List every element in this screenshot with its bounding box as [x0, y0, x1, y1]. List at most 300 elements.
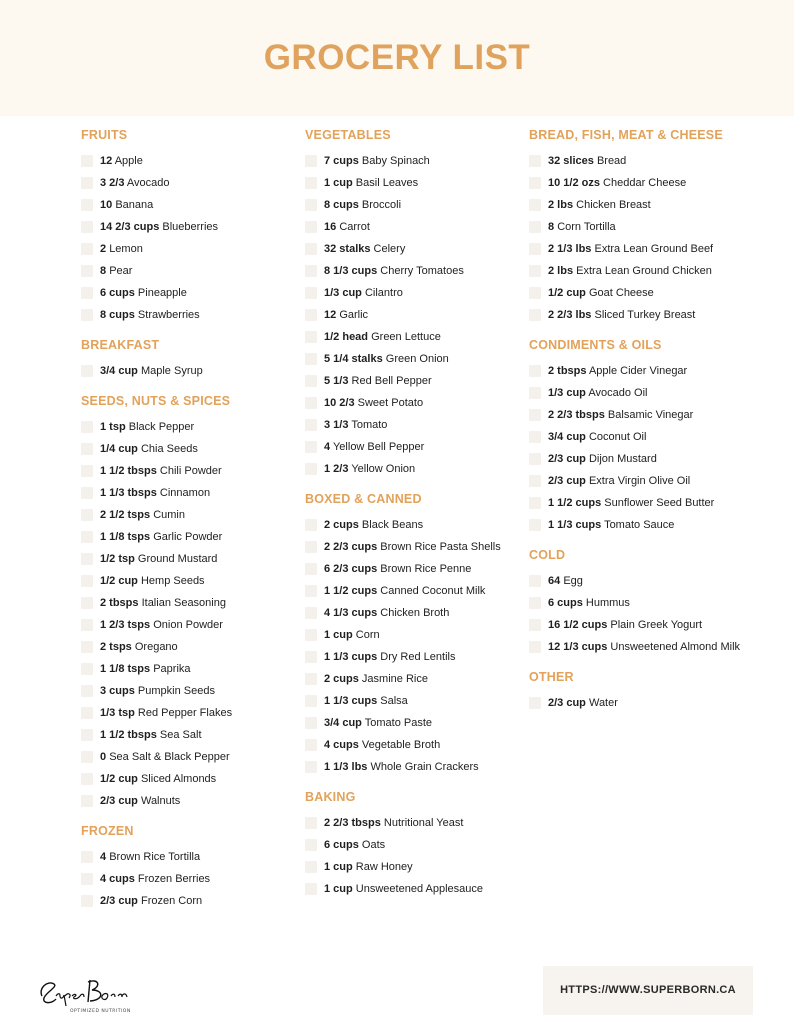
checkbox[interactable] — [305, 309, 317, 321]
checkbox[interactable] — [529, 221, 541, 233]
item-name: Pear — [109, 265, 133, 277]
item-name: Frozen Berries — [137, 873, 211, 885]
list-item — [81, 154, 296, 168]
item-quantity: 1/2 head — [324, 331, 369, 343]
item-name: Sweet Potato — [357, 397, 424, 409]
list-item — [305, 694, 520, 708]
item-name: Balsamic Vinegar — [607, 409, 694, 421]
checkbox[interactable] — [81, 597, 93, 609]
section-cold — [529, 546, 744, 654]
item-quantity: 2/3 cup — [548, 697, 586, 709]
checkbox[interactable] — [529, 365, 541, 377]
list-item — [305, 518, 520, 532]
item-name: Brown Rice Pasta Shells — [380, 541, 501, 553]
item-name: Pumpkin Seeds — [137, 685, 215, 697]
checkbox[interactable] — [305, 155, 317, 167]
section-baking — [305, 788, 520, 896]
checkbox[interactable] — [305, 817, 317, 829]
item-quantity: 1 cup — [324, 629, 353, 641]
list-item — [529, 176, 744, 190]
item-quantity: 1 1/8 tsps — [100, 531, 151, 543]
item-name: Unsweetened Almond Milk — [610, 641, 741, 653]
checkbox[interactable] — [305, 761, 317, 773]
item-quantity: 4 cups — [324, 739, 359, 751]
section-vegetables — [305, 126, 520, 476]
checkbox[interactable] — [305, 243, 317, 255]
section-title: SEEDS, NUTS & SPICES — [81, 394, 231, 408]
item-name: Strawberries — [137, 309, 200, 321]
item-quantity: 1 2/3 — [324, 463, 349, 475]
list-item — [305, 330, 520, 344]
list-item — [305, 760, 520, 774]
list-item — [305, 220, 520, 234]
section-title: OTHER — [529, 670, 574, 684]
item-quantity: 14 2/3 cups — [100, 221, 160, 233]
list-item — [305, 286, 520, 300]
section-other — [529, 668, 744, 710]
svg-text:OPTIMIZED NUTRITION: OPTIMIZED NUTRITION — [70, 1009, 131, 1014]
checkbox[interactable] — [305, 629, 317, 641]
checkbox[interactable] — [305, 563, 317, 575]
column-middle — [305, 126, 520, 910]
list-item — [529, 386, 744, 400]
checkbox[interactable] — [529, 199, 541, 211]
item-quantity: 2 tbsps — [100, 597, 139, 609]
item-quantity: 6 2/3 cups — [324, 563, 378, 575]
checkbox[interactable] — [305, 199, 317, 211]
item-quantity: 1 1/2 tbsps — [100, 465, 157, 477]
checkbox[interactable] — [81, 895, 93, 907]
list-item — [305, 352, 520, 366]
item-quantity: 2 lbs — [548, 265, 574, 277]
checkbox[interactable] — [305, 585, 317, 597]
list-item — [305, 738, 520, 752]
checkbox[interactable] — [305, 695, 317, 707]
page-title: GROCERY LIST — [263, 38, 531, 77]
checkbox[interactable] — [81, 199, 93, 211]
item-name: Vegetable Broth — [361, 739, 441, 751]
checkbox[interactable] — [81, 531, 93, 543]
item-quantity: 8 cups — [324, 199, 359, 211]
item-name: Celery — [373, 243, 406, 255]
list-item — [529, 696, 744, 710]
item-name: Goat Cheese — [588, 287, 654, 299]
list-item — [81, 242, 296, 256]
item-name: Yellow Bell Pepper — [332, 441, 425, 453]
item-name: Black Beans — [361, 519, 424, 531]
checkbox[interactable] — [81, 729, 93, 741]
item-quantity: 1 tsp — [100, 421, 126, 433]
checkbox[interactable] — [529, 387, 541, 399]
checkbox[interactable] — [529, 575, 541, 587]
item-name: Hemp Seeds — [140, 575, 205, 587]
list-item — [81, 552, 296, 566]
checkbox[interactable] — [305, 883, 317, 895]
checkbox[interactable] — [81, 795, 93, 807]
checkbox[interactable] — [81, 685, 93, 697]
checkbox[interactable] — [529, 641, 541, 653]
item-name: Sea Salt — [159, 729, 202, 741]
checkbox[interactable] — [81, 465, 93, 477]
checkbox[interactable] — [529, 431, 541, 443]
item-name: Cherry Tomatoes — [380, 265, 464, 277]
item-quantity: 8 cups — [100, 309, 135, 321]
checkbox[interactable] — [81, 155, 93, 167]
list-item — [81, 684, 296, 698]
item-name: Bread — [596, 155, 627, 167]
list-item — [81, 794, 296, 808]
item-name: Tomato — [351, 419, 388, 431]
item-quantity: 1/2 cup — [548, 287, 586, 299]
item-quantity: 7 cups — [324, 155, 359, 167]
list-item — [81, 198, 296, 212]
list-item — [305, 396, 520, 410]
item-name: Avocado Oil — [588, 387, 648, 399]
checkbox[interactable] — [529, 519, 541, 531]
item-quantity: 1/2 tsp — [100, 553, 135, 565]
list-item — [529, 474, 744, 488]
item-name: Tomato Sauce — [604, 519, 675, 531]
list-item — [81, 640, 296, 654]
checkbox[interactable] — [305, 739, 317, 751]
list-item — [81, 662, 296, 676]
item-name: Extra Virgin Olive Oil — [588, 475, 691, 487]
checkbox[interactable] — [529, 697, 541, 709]
website-url: HTTPS://WWW.SUPERBORN.CA — [543, 966, 753, 1015]
item-quantity: 3/4 cup — [100, 365, 138, 377]
item-quantity: 1/3 tsp — [100, 707, 135, 719]
list-item — [81, 286, 296, 300]
item-name: Blueberries — [162, 221, 219, 233]
item-name: Sliced Almonds — [140, 773, 217, 785]
item-quantity: 6 cups — [100, 287, 135, 299]
item-quantity: 1 1/2 cups — [324, 585, 378, 597]
list-item — [305, 882, 520, 896]
checkbox[interactable] — [529, 497, 541, 509]
list-item — [81, 364, 296, 378]
item-name: Sunflower Seed Butter — [604, 497, 715, 509]
item-quantity: 32 slices — [548, 155, 594, 167]
section-title: FROZEN — [81, 824, 134, 838]
checkbox[interactable] — [305, 331, 317, 343]
section-title: FRUITS — [81, 128, 128, 142]
item-name: Red Pepper Flakes — [137, 707, 233, 719]
item-quantity: 1 1/3 cups — [548, 519, 602, 531]
list-item — [81, 176, 296, 190]
list-item — [81, 728, 296, 742]
section-bread-fish-meat-cheese — [529, 126, 744, 322]
item-quantity: 8 1/3 cups — [324, 265, 378, 277]
checkbox[interactable] — [305, 419, 317, 431]
list-item — [81, 894, 296, 908]
item-name: Maple Syrup — [140, 365, 203, 377]
checkbox[interactable] — [305, 265, 317, 277]
checkbox[interactable] — [529, 309, 541, 321]
item-name: Extra Lean Ground Chicken — [576, 265, 712, 277]
item-quantity: 1 1/2 cups — [548, 497, 602, 509]
item-quantity: 16 1/2 cups — [548, 619, 608, 631]
checkbox[interactable] — [81, 265, 93, 277]
list-item — [81, 706, 296, 720]
checkbox[interactable] — [305, 375, 317, 387]
item-quantity: 16 — [324, 221, 337, 233]
checkbox[interactable] — [529, 409, 541, 421]
column-right — [529, 126, 744, 724]
list-item — [81, 308, 296, 322]
list-item — [81, 442, 296, 456]
item-quantity: 4 cups — [100, 873, 135, 885]
list-item — [81, 530, 296, 544]
item-quantity: 4 1/3 cups — [324, 607, 378, 619]
list-item — [305, 440, 520, 454]
checkbox[interactable] — [529, 597, 541, 609]
list-item — [305, 418, 520, 432]
list-item — [305, 264, 520, 278]
checkbox[interactable] — [81, 221, 93, 233]
list-item — [81, 486, 296, 500]
list-item — [529, 496, 744, 510]
checkbox[interactable] — [305, 353, 317, 365]
list-item — [529, 518, 744, 532]
section-title: CONDIMENTS & OILS — [529, 338, 662, 352]
list-item — [81, 772, 296, 786]
item-quantity: 0 — [100, 751, 107, 763]
item-quantity: 10 — [100, 199, 113, 211]
item-quantity: 6 cups — [548, 597, 583, 609]
checkbox[interactable] — [81, 553, 93, 565]
item-quantity: 2 2/3 lbs — [548, 309, 592, 321]
list-item — [305, 650, 520, 664]
list-item — [529, 264, 744, 278]
list-item — [81, 508, 296, 522]
list-item — [305, 584, 520, 598]
checkbox[interactable] — [81, 619, 93, 631]
item-name: Avocado — [126, 177, 170, 189]
item-name: Canned Coconut Milk — [380, 585, 486, 597]
checkbox[interactable] — [305, 673, 317, 685]
item-quantity: 12 — [324, 309, 337, 321]
item-quantity: 1 1/2 tbsps — [100, 729, 157, 741]
item-quantity: 1/3 cup — [324, 287, 362, 299]
logo-signature — [34, 966, 154, 1016]
page-header — [0, 0, 794, 116]
item-name: Corn — [355, 629, 380, 641]
checkbox[interactable] — [305, 221, 317, 233]
list-item — [81, 420, 296, 434]
item-quantity: 1 1/3 cups — [324, 695, 378, 707]
checkbox[interactable] — [305, 839, 317, 851]
item-name: Sliced Turkey Breast — [594, 309, 696, 321]
checkbox[interactable] — [529, 265, 541, 277]
item-quantity: 5 1/3 — [324, 375, 349, 387]
list-item — [529, 452, 744, 466]
list-item — [529, 364, 744, 378]
item-quantity: 1/2 cup — [100, 575, 138, 587]
checkbox[interactable] — [81, 177, 93, 189]
item-quantity: 3 cups — [100, 685, 135, 697]
checkbox[interactable] — [305, 397, 317, 409]
item-name: Frozen Corn — [140, 895, 203, 907]
item-name: Chili Powder — [159, 465, 222, 477]
list-item — [305, 860, 520, 874]
checkbox[interactable] — [81, 641, 93, 653]
item-name: Cheddar Cheese — [603, 177, 687, 189]
item-quantity: 1/4 cup — [100, 443, 138, 455]
list-item — [305, 462, 520, 476]
item-name: Chicken Breast — [576, 199, 651, 211]
list-item — [305, 716, 520, 730]
checkbox[interactable] — [81, 309, 93, 321]
section-title: BREAKFAST — [81, 338, 160, 352]
section-frozen — [81, 822, 296, 908]
item-name: Carrot — [339, 221, 370, 233]
checkbox[interactable] — [81, 487, 93, 499]
list-item — [305, 816, 520, 830]
checkbox[interactable] — [305, 441, 317, 453]
item-quantity: 6 cups — [324, 839, 359, 851]
list-item — [529, 408, 744, 422]
item-name: Baby Spinach — [361, 155, 430, 167]
item-quantity: 1 2/3 tsps — [100, 619, 151, 631]
checkbox[interactable] — [81, 663, 93, 675]
list-item — [305, 562, 520, 576]
checkbox[interactable] — [529, 287, 541, 299]
checkbox[interactable] — [81, 873, 93, 885]
item-quantity: 4 — [100, 851, 107, 863]
checkbox[interactable] — [81, 773, 93, 785]
checkbox[interactable] — [81, 575, 93, 587]
item-quantity: 2/3 cup — [548, 453, 586, 465]
checkbox[interactable] — [305, 287, 317, 299]
item-quantity: 2 tbsps — [548, 365, 587, 377]
list-item — [529, 596, 744, 610]
list-item — [81, 872, 296, 886]
list-item — [529, 308, 744, 322]
item-quantity: 3 1/3 — [324, 419, 349, 431]
checkbox[interactable] — [81, 243, 93, 255]
item-name: Red Bell Pepper — [351, 375, 432, 387]
item-name: Garlic Powder — [153, 531, 223, 543]
checkbox[interactable] — [81, 365, 93, 377]
item-name: Ground Mustard — [137, 553, 218, 565]
section-fruits — [81, 126, 296, 322]
item-name: Unsweetened Applesauce — [355, 883, 484, 895]
item-quantity: 1/2 cup — [100, 773, 138, 785]
list-item — [305, 308, 520, 322]
item-name: Banana — [115, 199, 154, 211]
checkbox[interactable] — [81, 421, 93, 433]
list-item — [81, 220, 296, 234]
list-item — [529, 618, 744, 632]
item-name: Pineapple — [137, 287, 187, 299]
list-item — [305, 672, 520, 686]
item-quantity: 3/4 cup — [548, 431, 586, 443]
item-name: Apple Cider Vinegar — [588, 365, 688, 377]
item-quantity: 1 1/3 tbsps — [100, 487, 157, 499]
checkbox[interactable] — [529, 177, 541, 189]
checkbox[interactable] — [529, 243, 541, 255]
checkbox[interactable] — [305, 717, 317, 729]
item-name: Egg — [563, 575, 583, 587]
list-item — [81, 264, 296, 278]
checkbox[interactable] — [81, 287, 93, 299]
item-name: Garlic — [339, 309, 369, 321]
item-name: Paprika — [153, 663, 191, 675]
item-quantity: 8 — [548, 221, 555, 233]
section-condiments-oils — [529, 336, 744, 532]
checkbox[interactable] — [81, 443, 93, 455]
item-name: Italian Seasoning — [141, 597, 226, 609]
item-name: Chicken Broth — [380, 607, 450, 619]
checkbox[interactable] — [81, 751, 93, 763]
superborn-logo — [34, 966, 154, 1016]
checkbox[interactable] — [305, 177, 317, 189]
list-item — [305, 198, 520, 212]
item-name: Oats — [361, 839, 386, 851]
item-name: Chia Seeds — [140, 443, 198, 455]
checkbox[interactable] — [529, 475, 541, 487]
item-quantity: 2/3 cup — [100, 795, 138, 807]
item-name: Plain Greek Yogurt — [610, 619, 703, 631]
checkbox[interactable] — [305, 607, 317, 619]
list-item — [81, 618, 296, 632]
item-name: Cinnamon — [159, 487, 211, 499]
item-name: Lemon — [109, 243, 143, 255]
item-quantity: 2/3 cup — [100, 895, 138, 907]
checkbox[interactable] — [529, 453, 541, 465]
list-item — [81, 574, 296, 588]
list-item — [529, 430, 744, 444]
list-item — [305, 838, 520, 852]
item-quantity: 12 — [100, 155, 113, 167]
checkbox[interactable] — [529, 619, 541, 631]
item-name: Dry Red Lentils — [380, 651, 456, 663]
checkbox[interactable] — [305, 541, 317, 553]
item-quantity: 1 1/3 lbs — [324, 761, 368, 773]
list-item — [305, 154, 520, 168]
checkbox[interactable] — [305, 463, 317, 475]
item-quantity: 2 lbs — [548, 199, 574, 211]
section-title: BREAD, FISH, MEAT & CHEESE — [529, 128, 723, 142]
list-item — [81, 850, 296, 864]
item-quantity: 8 — [100, 265, 107, 277]
section-title: COLD — [529, 548, 566, 562]
item-quantity: 2 cups — [324, 519, 359, 531]
section-boxed-canned — [305, 490, 520, 774]
item-quantity: 2 — [100, 243, 107, 255]
item-quantity: 64 — [548, 575, 561, 587]
checkbox[interactable] — [305, 651, 317, 663]
item-quantity: 2 2/3 tbsps — [324, 817, 381, 829]
item-quantity: 3/4 cup — [324, 717, 362, 729]
list-item — [305, 374, 520, 388]
item-name: Cumin — [153, 509, 185, 521]
list-item — [529, 640, 744, 654]
checkbox[interactable] — [529, 155, 541, 167]
item-quantity: 2 1/2 tsps — [100, 509, 151, 521]
item-name: Jasmine Rice — [361, 673, 428, 685]
item-name: Apple — [114, 155, 143, 167]
list-item — [529, 242, 744, 256]
checkbox[interactable] — [81, 851, 93, 863]
list-item — [529, 286, 744, 300]
checkbox[interactable] — [81, 509, 93, 521]
checkbox[interactable] — [305, 519, 317, 531]
checkbox[interactable] — [305, 861, 317, 873]
checkbox[interactable] — [81, 707, 93, 719]
item-name: Basil Leaves — [355, 177, 419, 189]
item-name: Tomato Paste — [364, 717, 433, 729]
